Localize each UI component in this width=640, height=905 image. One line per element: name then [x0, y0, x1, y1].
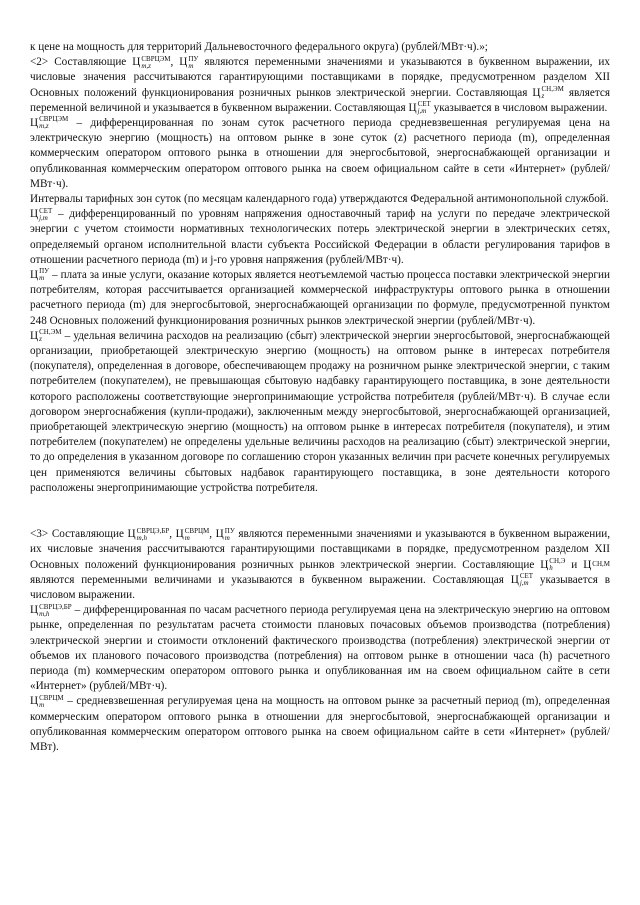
paragraph-1: к цене на мощность для территорий Дальневосточного федерального округа) (рублей/МВт·ч).»; [30, 41, 488, 53]
section-gap [30, 496, 610, 527]
definition-pu: Ц ПУ m – плата за иные услуги, оказание которых является неотъемлемой частью процесса поставки электрической энергии потребителям, которая рассчитывается организацией коммерческой инфраструктуры оптового рынка в отношении расчетного периода (m) для энергосбытовой, энергоснабжающей организации по формуле, предусмотренной пунктом 248 Основных положений функционирования розничных рынков электрической энергии (рублей/МВт·ч). [30, 267, 610, 327]
symbol-svrceebr-mh: Ц СВРЦЭ,БР m,h [127, 526, 170, 542]
symbol-svrcm-m-def: Ц СВРЦМ m [30, 693, 64, 709]
definition-sbem: Ц СН,ЭМ z – удельная величина расходов на реализацию (сбыт) электрической энергии энергосбытовой, энергоснабжающей организации, приобретающей электрическую энергию (мощность) на оптовом рынке в интересах потребителя (покупателя), определенная в договоре, обеспечивающем продажу на розничном рынке электрической энергии, с таким потребителем (покупателем), не превышающая сбытовую надбавку гарантирующего поставщика, в зоне деятельности которого расположены соответствующие энергопринимающие устройства потребителя (рублей/МВт·ч). В случае если договором энергоснабжения (купли-продажи), заключенным между энергосбытовой, энергоснабжающей организацией, приобретающей электрическую энергию (мощность) на оптовом рынке в интересах потребителя (покупателя), и этим потребителем (покупателем) не определены удельные величины расходов на реализацию (сбыт) электрической энергии, то до определения в указанном договоре по соглашению сторон указанных величин при расчете конечных регулируемых цен применяются величины сбытовых надбавок гарантирующего поставщика, в зоне деятельности которого расположены энергопринимающие устройства потребителя. [30, 328, 610, 494]
symbol-set-jm-def: Ц СЕТ j,m [30, 206, 53, 222]
symbol-set-jm-2: Ц СЕТ j,m [510, 572, 534, 588]
definition-set: Ц СЕТ j,m – дифференцированный по уровням напряжения одноставочный тариф на услуги по передаче электрической энергии с учетом стоимости нормативных технологических потерь электрической энергии в электрических сетях, определяемый органом исполнительной власти субъекта Российской Федерации в области регулирования тарифов в отношении расчетного периода (m) и j-го уровня напряжения (рублей/МВт·ч). [30, 206, 610, 266]
symbol-svrceebr-mh-def: Ц СВРЦЭ,БР m,h [30, 602, 72, 618]
symbol-sbem-z: Ц СН,ЭМ z [532, 85, 564, 101]
symbol-sbem-z-def: Ц СН,ЭМ z [30, 328, 62, 344]
symbol-sbe-h: Ц СН,Э h [540, 556, 566, 572]
symbol-set-jm: Ц СЕТ j,m [408, 100, 431, 116]
symbol-sbm: Ц СН,М [583, 558, 610, 571]
footnote-3: <3> Составляющие Ц СВРЦЭ,БР m,h , Ц СВРЦМ m , Ц ПУ m являются переменными значениями и указываются в буквенном выражении, их числовые значения рассчитываются гарантирующими поставщиками в порядке, предусмотренном разделом XII Основных положений функционирования розничных рынков электрической энергии. Составляющие Ц СН,Э h и Ц СН,М являются переменными величинами и указываются в буквенном выражении. Составляющая Ц СЕТ j,m указывается в числовом выражении. [30, 526, 610, 601]
symbol-pu-m-2: Ц ПУ m [215, 526, 235, 542]
symbol-pu-m: Ц ПУ m [179, 54, 199, 70]
definition-svrcem: Ц СВРЦЭМ m,z – дифференцированная по зонам суток расчетного периода средневзвешенная регулируемая цена на электрическую энергию (мощность) на оптовом рынке в зоне суток (z) расчетного периода (m), определенная коммерческим оператором оптового рынка в отношении для энергосбытовой, энергоснабжающей организации и опубликованная коммерческим оператором оптового рынка на своем официальном сайте в сети «Интернет» (рублей/МВт·ч). [30, 115, 610, 190]
symbol-svrcem-mz-def: Ц СВРЦЭМ m,z [30, 115, 69, 131]
symbol-svrcm-m: Ц СВРЦМ m [175, 526, 210, 542]
definition-svrcm: Ц СВРЦМ m – средневзвешенная регулируемая цена на мощность на оптовом рынке за расчетный период (m), определенная коммерческим оператором оптового рынка в отношении для энергосбытовой, энергоснабжающей организации и опубликованная коммерческим оператором оптового рынка на своем официальном сайте в сети «Интернет» (рублей/МВт). [30, 693, 610, 753]
symbol-pu-m-def: Ц ПУ m [30, 267, 50, 283]
paragraph-intervals: Интервалы тарифных зон суток (по месяцам календарного года) утверждаются Федеральной антимонопольной службой. [30, 193, 609, 206]
definition-svrceebr: Ц СВРЦЭ,БР m,h – дифференцированная по часам расчетного периода регулируемая цена на электрическую энергию на оптовом рынке, определенная по результатам расчета стоимости плановых почасовых объемов производства (потребления) электрической энергии и стоимости отклонений фактического производства (потребления) электрической энергии от объемов их планового почасового производства (потребления) на оптовом рынке в отношении часа (h) расчетного периода (m) коммерческим оператором оптового рынка и опубликованная им на своем официальном сайте в сети «Интернет» (рублей/МВт·ч). [30, 602, 610, 693]
symbol-svrcem-mz: Ц СВРЦЭМ m,z [132, 54, 171, 70]
footnote-2: <2> Составляющие Ц СВРЦЭМ m,z , Ц ПУ m являются переменными значениями и указываются в буквенном выражении, их числовые значения рассчитываются гарантирующими поставщиками в порядке, предусмотренном разделом XII Основных положений функционирования розничных рынков электрической энергии. Составляющая Ц СН,ЭМ z является переменной величиной и указывается в буквенном выражении. Составляющая Ц СЕТ j,m указывается в числовом выражении. [30, 54, 611, 116]
